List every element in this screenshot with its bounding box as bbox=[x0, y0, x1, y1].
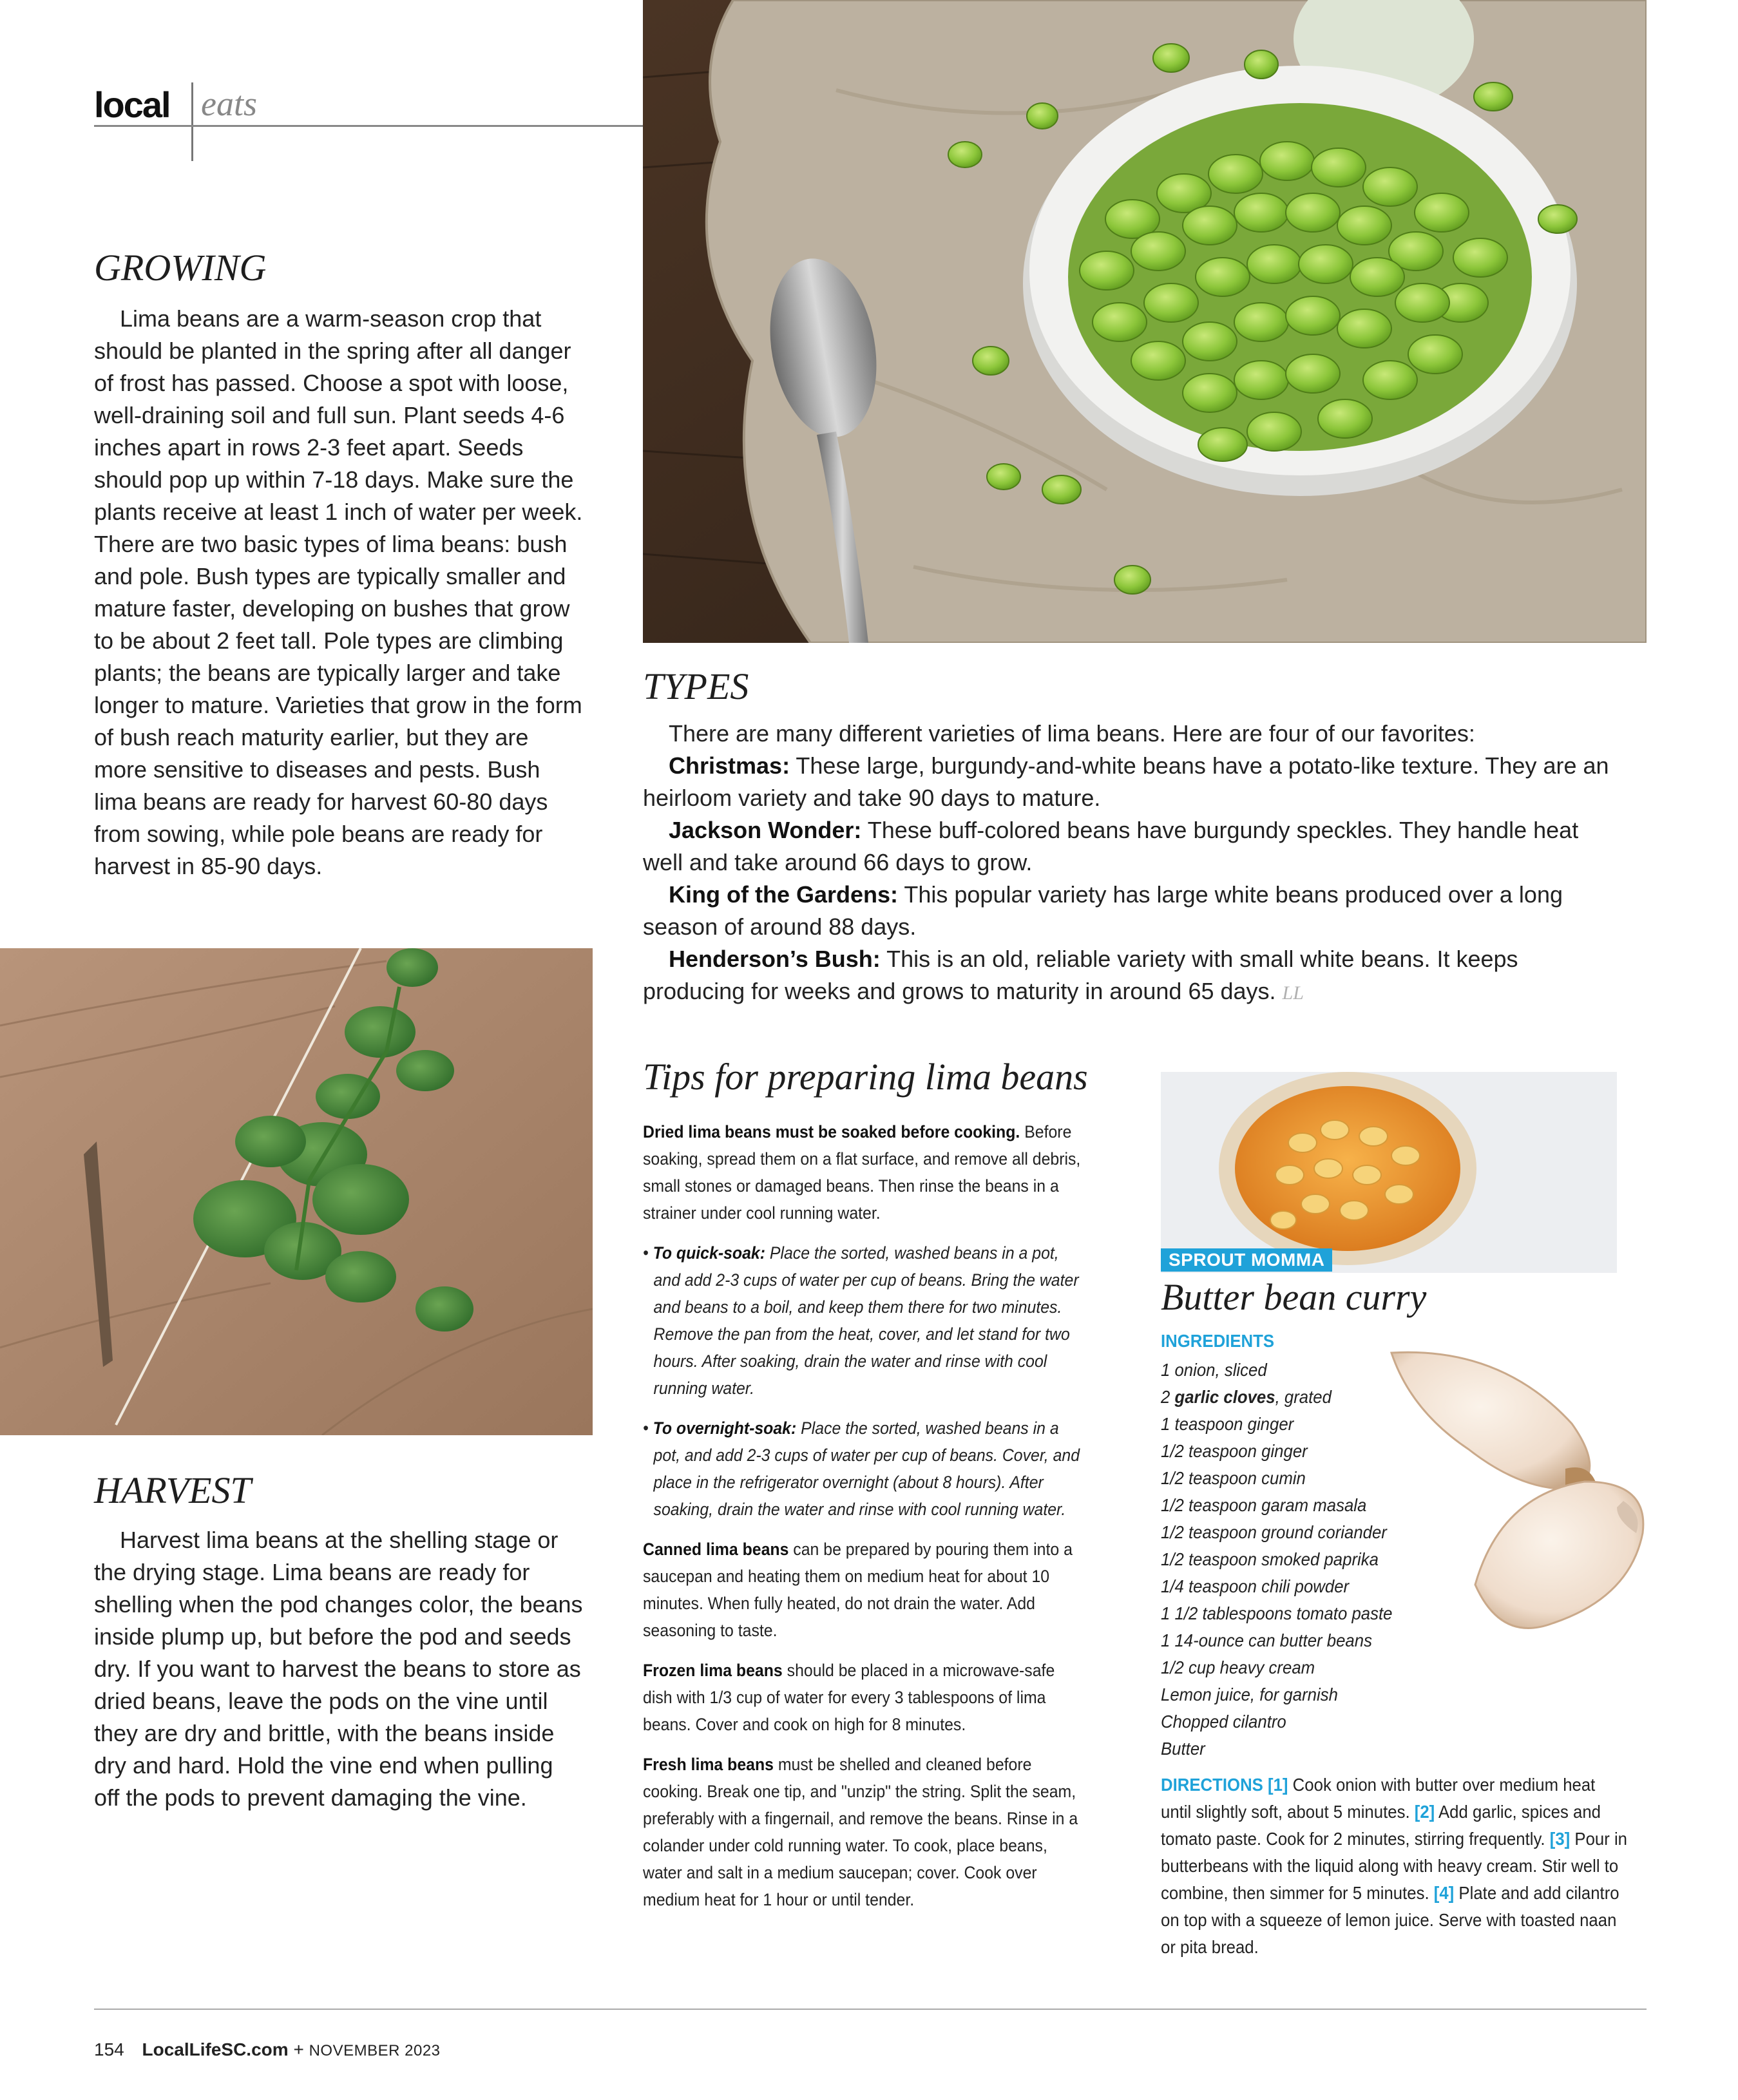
garlic-note: , grated bbox=[1275, 1387, 1332, 1407]
page-number: 154 bbox=[94, 2039, 124, 2059]
seedlings-illustration bbox=[0, 948, 593, 1435]
garlic-cloves-photo bbox=[1372, 1340, 1656, 1675]
logo-local: local bbox=[94, 84, 170, 125]
ingredient-item: 1/4 teaspoon chili powder bbox=[1161, 1576, 1350, 1596]
variety-name: Christmas: bbox=[669, 752, 790, 779]
ingredient-item: 1/2 teaspoon cumin bbox=[1161, 1468, 1306, 1488]
ingredient-item: 1/2 teaspoon smoked paprika bbox=[1161, 1549, 1379, 1569]
harvest-body bbox=[94, 1524, 584, 1814]
ingredient-item: 1 14-ounce can butter beans bbox=[1161, 1630, 1372, 1650]
header-rule bbox=[94, 125, 648, 127]
variety-hendersons-bush bbox=[643, 943, 1622, 1009]
directions bbox=[1161, 1771, 1629, 1961]
garlic-qty: 2 bbox=[1161, 1387, 1170, 1407]
variety-desc: These large, burgundy-and-white beans have a potato-like texture. They are an heirloom variety and take 90 days to mature. bbox=[643, 752, 1609, 811]
tip-text: Before soaking, spread them on a flat surface, and remove all debris, small stones or damaged beans. Then rinse the beans in a strainer under cool running water. bbox=[643, 1122, 1081, 1223]
tip-text: Place the sorted, washed beans in a pot, and add 2-3 cups of water per cup of beans. Bring the water and beans to a boil, and keep them there for two minutes. Remove the pan from the heat, cover, and let stand for two hours. After soaking, drain the water and rinse with cool running water. bbox=[653, 1243, 1079, 1398]
step-text: Pour in butterbeans with the liquid along with heavy cream. Stir well to combine, then simmer for 5 minutes. bbox=[1161, 1829, 1628, 1903]
tip-lead: Canned lima beans bbox=[643, 1540, 789, 1559]
tip-lead: Fresh lima beans bbox=[643, 1755, 774, 1774]
footer-rule bbox=[94, 2009, 1647, 2010]
types-body bbox=[643, 718, 1622, 1009]
recipe-source-tag: SPROUT MOMMA bbox=[1161, 1248, 1332, 1272]
variety-desc: These buff-colored beans have burgundy speckles. They handle heat well and take around 66 days to grow. bbox=[643, 817, 1579, 875]
ingredient-item: 1 teaspoon ginger bbox=[1161, 1414, 1294, 1434]
butter-bean-curry-photo bbox=[1161, 1072, 1617, 1273]
step-number: [2] bbox=[1414, 1802, 1435, 1822]
tip-text: can be prepared by pouring them into a saucepan and heating them on medium heat for about 10 minutes. When fully heated, do not drain the water. Add seasoning to taste. bbox=[643, 1540, 1073, 1640]
tip-overnight-soak: • To overnight-soak: Place the sorted, washed beans in a pot, and add 2-3 cups of water per cup of beans. Cover, and place in the refrigerator overnight (about 8 hours). After soaking, drain the water and rinse with cool running water. bbox=[643, 1418, 1080, 1519]
site-link[interactable]: LocalLifeSC.com bbox=[142, 2039, 289, 2059]
tip-text: Place the sorted, washed beans in a pot, and add 2-3 cups of water per cup of beans. Cover, and place in the refrigerator overnight (about 8 hours). After soaking, drain the water and rinse with cool running water. bbox=[653, 1418, 1080, 1519]
ingredient-item: 1/2 teaspoon ground coriander bbox=[1161, 1522, 1387, 1542]
tip-lead: To quick-soak: bbox=[653, 1243, 765, 1263]
tip-text: must be shelled and cleaned before cooking. Break one tip, and "unzip" the string. Split the seam, preferably with a fingernail, and remove the beans. Rinse in a colander under cold running water. To cook, place beans, water and salt in a medium saucepan; cover. Cook over medium heat for 1 hour or until tender. bbox=[643, 1755, 1078, 1909]
tip-dried bbox=[643, 1118, 1082, 1227]
variety-christmas bbox=[643, 750, 1622, 814]
types-heading: TYPES bbox=[643, 665, 749, 707]
logo-divider bbox=[191, 82, 193, 161]
types-intro: There are many different varieties of lima beans. Here are four of our favorites: bbox=[669, 720, 1475, 747]
soak-methods-list bbox=[643, 1239, 1082, 1523]
harvest-heading: HARVEST bbox=[94, 1469, 251, 1511]
tip-lead: Frozen lima beans bbox=[643, 1661, 783, 1680]
growing-body bbox=[94, 303, 584, 883]
footer bbox=[94, 2039, 441, 2060]
recipe-title: Butter bean curry bbox=[1161, 1276, 1427, 1318]
lima-beans-bowl-illustration bbox=[643, 0, 1647, 643]
directions-label: DIRECTIONS bbox=[1161, 1775, 1263, 1795]
growing-heading: GROWING bbox=[94, 247, 267, 289]
tip-lead: Dried lima beans must be soaked before cooking. bbox=[643, 1122, 1020, 1141]
lima-beans-bowl-photo bbox=[643, 0, 1647, 643]
tip-quick-soak: • To quick-soak: Place the sorted, washed beans in a pot, and add 2-3 cups of water per cup of beans. Bring the water and beans to a boil, and keep them there for two minutes. Remove the pan from the heat, cover, and let stand for two hours. After soaking, drain the water and rinse with cool running water. bbox=[643, 1243, 1079, 1398]
ingredient-item: 1 1/2 tablespoons tomato paste bbox=[1161, 1603, 1393, 1623]
variety-jackson-wonder bbox=[643, 814, 1622, 879]
growing-paragraph: Lima beans are a warm-season crop that should be planted in the spring after all danger of frost has passed. Choose a spot with loose, well-draining soil and full sun. Plant seeds 4-6 inches apart in rows 2-3 feet apart. Seeds should pop up within 7-18 days. Make sure the plants receive at least 1 inch of water per week. There are two basic types of lima beans: bush and pole. Bush types are typically smaller and mature faster, developing on bushes that grow to be about 2 feet tall. Pole types are climbing plants; the beans are typically larger and take longer to mature. Varieties that grow in the form of bush reach maturity earlier, but they are more sensitive to diseases and pests. Bush lima beans are ready for harvest 60-80 days from sowing, while pole beans are ready for harvest in 85-90 days. bbox=[94, 305, 583, 879]
tip-canned bbox=[643, 1536, 1082, 1644]
harvest-paragraph: Harvest lima beans at the shelling stage or the drying stage. Lima beans are ready for shelling when the pod changes color, the beans inside plump up, but before the pod and seeds dry. If you want to harvest the beans to store as dried beans, leave the pods on the vine until they are dry and brittle, with the beans inside dry and hard. Hold the vine end when pulling off the pods to prevent damaging the vine. bbox=[94, 1527, 583, 1811]
ingredient-item: Chopped cilantro bbox=[1161, 1712, 1286, 1732]
tips-column bbox=[643, 1118, 1082, 1926]
issue-date: NOVEMBER 2023 bbox=[309, 2042, 441, 2059]
variety-king-of-the-gardens bbox=[643, 879, 1622, 943]
ingredients-label: INGREDIENTS bbox=[1161, 1331, 1275, 1351]
variety-name: King of the Gardens: bbox=[669, 881, 899, 908]
ingredient-item: 1 onion, sliced bbox=[1161, 1360, 1267, 1380]
variety-name: Jackson Wonder: bbox=[669, 817, 862, 843]
garlic-name: garlic cloves bbox=[1174, 1387, 1275, 1407]
step-number: [4] bbox=[1433, 1883, 1455, 1903]
ingredient-item: 1/2 teaspoon ginger bbox=[1161, 1441, 1308, 1461]
variety-name: Henderson’s Bush: bbox=[669, 946, 881, 972]
tip-fresh bbox=[643, 1751, 1082, 1913]
curry-bowl-illustration bbox=[1161, 1072, 1617, 1273]
end-mark: LL bbox=[1282, 982, 1304, 1004]
variety-desc: This popular variety has large white beans produced over a long season of around 88 days. bbox=[643, 881, 1563, 940]
ingredient-item: 1/2 teaspoon garam masala bbox=[1161, 1495, 1367, 1515]
logo-eats: eats bbox=[201, 84, 257, 123]
tip-frozen bbox=[643, 1657, 1082, 1738]
garlic-illustration bbox=[1372, 1340, 1656, 1675]
seedlings-photo bbox=[0, 948, 593, 1435]
tip-lead: To overnight-soak: bbox=[653, 1418, 797, 1438]
step-text: Plate and add cilantro on top with a squeeze of lemon juice. Serve with toasted naan or pita bread. bbox=[1161, 1883, 1619, 1957]
tip-text: should be placed in a microwave-safe dish with 1/3 cup of water for every 3 tablespoons of lima beans. Cover and cook on high for 8 minutes. bbox=[643, 1661, 1055, 1734]
ingredient-item: Lemon juice, for garnish bbox=[1161, 1685, 1338, 1704]
tips-heading: Tips for preparing lima beans bbox=[643, 1056, 1088, 1098]
ingredient-item: 1/2 cup heavy cream bbox=[1161, 1657, 1315, 1677]
step-text: Add garlic, spices and tomato paste. Cook for 2 minutes, stirring frequently. bbox=[1161, 1802, 1601, 1849]
variety-desc: This is an old, reliable variety with small white beans. It keeps producing for weeks and grows to maturity in around 65 days. bbox=[643, 946, 1518, 1004]
footer-separator: + bbox=[293, 2039, 304, 2059]
step-text: Cook onion with butter over medium heat until slightly soft, about 5 minutes. bbox=[1161, 1775, 1596, 1822]
ingredient-item: Butter bbox=[1161, 1739, 1205, 1759]
step-number: [1] bbox=[1268, 1775, 1288, 1795]
step-number: [3] bbox=[1549, 1829, 1571, 1849]
